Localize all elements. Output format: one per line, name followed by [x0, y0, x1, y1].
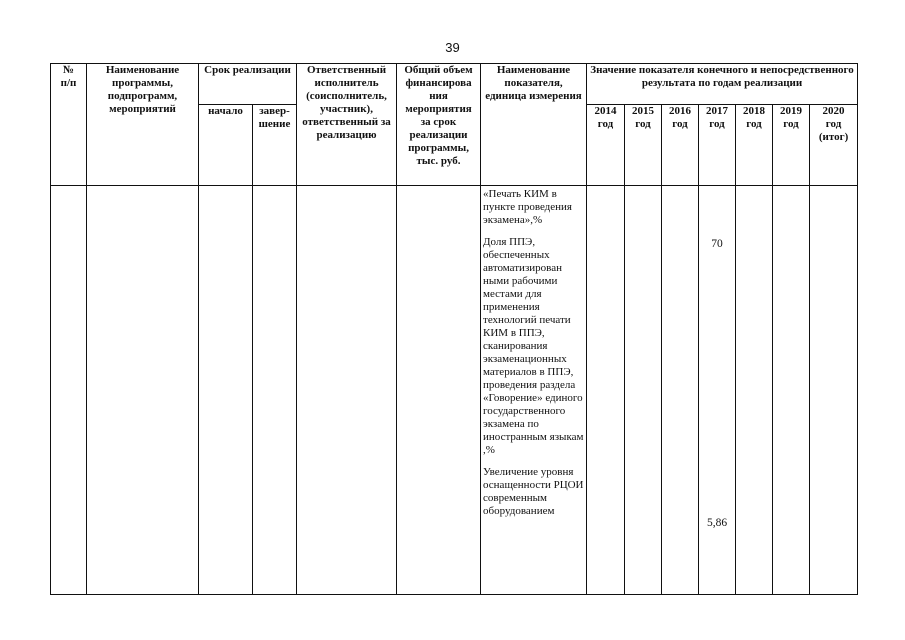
header-year-2017	[699, 105, 736, 186]
indicator-text: Увеличение уровня оснащенности РЦОИ современным оборудованием	[483, 466, 584, 517]
header-term-start	[199, 105, 253, 186]
header-year-label: 2016 год	[669, 105, 692, 130]
header-term	[199, 64, 297, 105]
header-year-2020	[810, 105, 858, 186]
value-2017-ppe-share: 70	[711, 238, 723, 250]
header-term-label: Срок реализации	[204, 64, 291, 76]
cell-executor	[297, 186, 397, 595]
cell-term-end	[253, 186, 297, 595]
header-name	[87, 64, 199, 186]
cell-name	[87, 186, 199, 595]
header-year-2015	[625, 105, 662, 186]
cell-number	[51, 186, 87, 595]
cell-2014	[587, 186, 625, 595]
header-year-label: 2018 год	[743, 105, 766, 130]
header-executor-label: Ответственный исполнитель (соисполнитель, участник), ответственный за реализацию	[302, 64, 391, 141]
cell-2015	[625, 186, 662, 595]
cell-2016	[662, 186, 699, 595]
cell-2019	[773, 186, 810, 595]
cell-2018	[736, 186, 773, 595]
header-term-end	[253, 105, 297, 186]
cell-funding	[397, 186, 481, 595]
indicator-text: Доля ППЭ, обеспеченных автоматизирован ными рабочими местами для применения технологий печати КИМ в ППЭ, сканирования экзаменационных материалов в ППЭ, проведения раздела «Говорение» единого государственного экзамена по иностранным языкам ,%	[483, 236, 584, 456]
header-number	[51, 64, 87, 186]
cell-indicators	[481, 186, 587, 595]
header-year-2016	[662, 105, 699, 186]
header-year-2019	[773, 105, 810, 186]
header-funding-label: Общий объем финансирова ния мероприятия за срок реализации программы, тыс. руб.	[404, 64, 473, 167]
header-indicator	[481, 64, 587, 186]
header-term-end-label: завер- шение	[258, 105, 291, 130]
header-executor	[297, 64, 397, 186]
header-funding	[397, 64, 481, 186]
header-name-label: Наименование программы, подпрограмм, мероприятий	[105, 64, 180, 115]
table-row	[51, 186, 858, 595]
value-2017-rcoi-equipment: 5,86	[706, 517, 728, 529]
header-year-label: 2015 год	[632, 105, 655, 130]
header-year-label: 2014 год	[594, 105, 617, 130]
cell-2017	[699, 186, 736, 595]
cell-term-start	[199, 186, 253, 595]
page-number: 39	[445, 40, 460, 55]
header-values	[587, 64, 858, 105]
header-year-label: 2017 год	[706, 105, 729, 130]
header-year-label: 2019 год	[780, 105, 803, 130]
cell-2020	[810, 186, 858, 595]
header-year-2018	[736, 105, 773, 186]
header-year-label: 2020 год (итог)	[818, 105, 849, 143]
header-term-start-label: начало	[208, 105, 243, 117]
indicator-text: «Печать КИМ в пункте проведения экзамена»,%	[483, 188, 572, 226]
program-indicators-table	[50, 63, 858, 595]
header-number-label: № п/п	[60, 64, 77, 89]
header-year-2014	[587, 105, 625, 186]
header-indicator-label: Наименование показателя, единица измерения	[485, 64, 582, 102]
header-values-label: Значение показателя конечного и непосредственного результата по годам реализации	[590, 64, 854, 89]
